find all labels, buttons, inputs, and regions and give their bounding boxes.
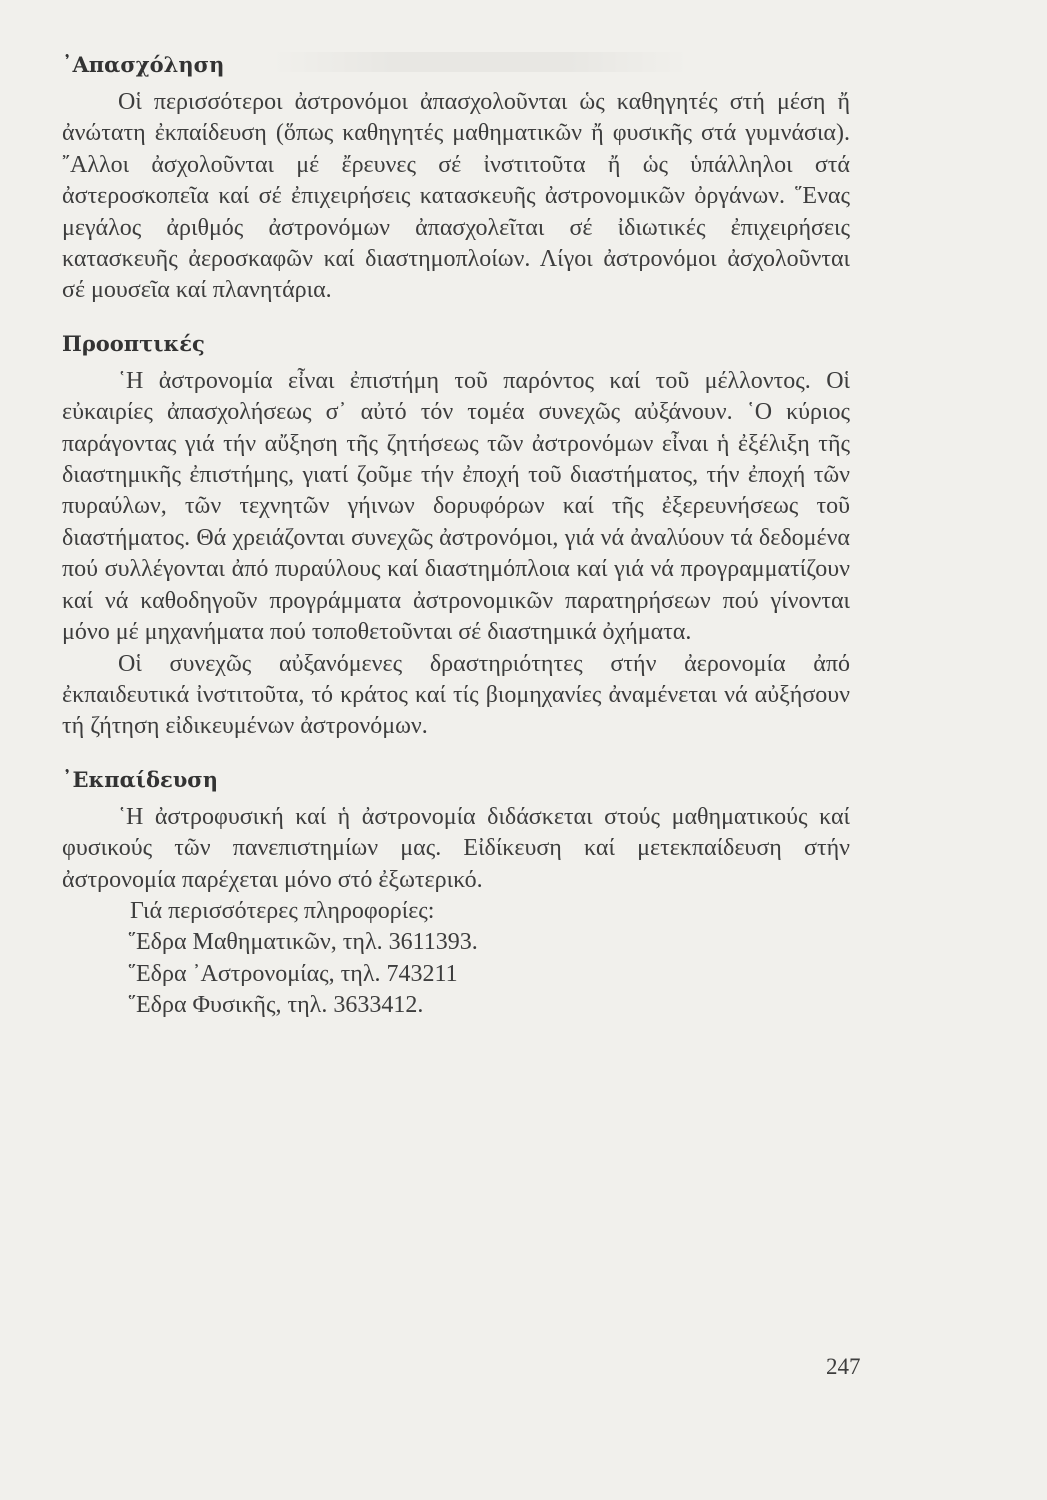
section-prospects bbox=[62, 329, 850, 743]
contact-line-astronomy: ῞Εδρα ᾿Αστρονομίας, τηλ. 743211 bbox=[128, 960, 458, 987]
contact-line-mathematics: ῞Εδρα Μαθηματικῶν, τηλ. 3611393. bbox=[128, 929, 478, 956]
paragraph-prospects-1: ῾Η ἀστρονομία εἶναι ἐπιστήμη τοῦ παρόντος καί τοῦ μέλλοντος. Οἱ εὐκαιρίες ἀπασχολήσεως σ᾿ αὐτό τόν τομέα συνεχῶς αὐξάνουν. ῾Ο κύριος παράγοντας γιά τήν αὔξηση τῆς ζητήσεως τῶν ἀστρονόμων εἶναι ἡ ἐξέλιξη τῆς διαστημικῆς ἐπιστήμης, γιατί ζοῦμε τήν ἐποχή τοῦ διαστήματος, τήν ἐποχή τῶν πυραύλων, τῶν τεχνητῶν γήινων δορυφόρων καί τῆς ἐξερευνήσεως τοῦ διαστήματος. Θά χρειάζονται συνεχῶς ἀστρονόμοι, γιά νά ἀναλύουν τά δεδομένα πού συλλέγονται ἀπό πυραύλους καί διαστημόπλοια καί γιά νά προγραμματίζουν καί νά καθοδηγοῦν προγράμματα ἀστρονομικῶν παρατηρήσεων πού γίνονται μόνο μέ μηχανήματα πού τοποθετοῦνται σέ διαστημικά ὀχήματα. bbox=[62, 367, 850, 646]
contact-info-list bbox=[62, 896, 850, 1022]
section-heading-education: ᾿Εκπαίδευση bbox=[62, 766, 219, 792]
page-text-block bbox=[62, 50, 850, 1044]
section-education bbox=[62, 765, 850, 1022]
section-heading-employment: ᾿Απασχόληση bbox=[62, 52, 225, 77]
section-employment bbox=[62, 50, 850, 307]
section-heading-prospects: Προοπτικές bbox=[62, 330, 205, 356]
contact-info-intro: Γιά περισσότερες πληροφορίες: bbox=[130, 897, 435, 924]
page-number: 247 bbox=[826, 1354, 861, 1379]
contact-line-physics: ῞Εδρα Φυσικῆς, τηλ. 3633412. bbox=[128, 992, 424, 1019]
paragraph-education: ῾Η ἀστροφυσική καί ἡ ἀστρονομία διδάσκεται στούς μαθηματικούς καί φυσικούς τῶν πανεπιστημίων μας. Εἰδίκευση καί μετεκπαίδευση στήν ἀστρονομία παρέχεται μόνο στό ἐξωτερικό. bbox=[62, 803, 850, 893]
paragraph-prospects-2: Οἱ συνεχῶς αὐξανόμενες δραστηριότητες στήν ἀερονομία ἀπό ἐκπαιδευτικά ἰνστιτοῦτα, τό κράτος καί τίς βιομηχανίες ἀναμένεται νά αὐξήσουν τή ζήτηση εἰδικευμένων ἀστρονόμων. bbox=[62, 650, 850, 740]
paragraph-employment: Οἱ περισσότεροι ἀστρονόμοι ἀπασχολοῦνται ὡς καθηγητές στή μέση ἤ ἀνώτατη ἐκπαίδευση (ὅπως καθηγητές μαθηματικῶν ἤ φυσικῆς στά γυμνάσια). ῎Αλλοι ἀσχολοῦνται μέ ἔρευνες σέ ἰνστιτοῦτα ἤ ὡς ὑπάλληλοι στά ἀστεροσκοπεῖα καί σέ ἐπιχειρήσεις κατασκευῆς ἀστρονομικῶν ὀργάνων. ῞Ενας μεγάλος ἀριθμός ἀστρονόμων ἀπασχολεῖται σέ ἰδιωτικές ἐπιχειρήσεις κατασκευῆς ἀεροσκαφῶν καί διαστημοπλοίων. Λίγοι ἀστρονόμοι ἀσχολοῦνται σέ μουσεῖα καί πλανητάρια. bbox=[62, 89, 850, 304]
